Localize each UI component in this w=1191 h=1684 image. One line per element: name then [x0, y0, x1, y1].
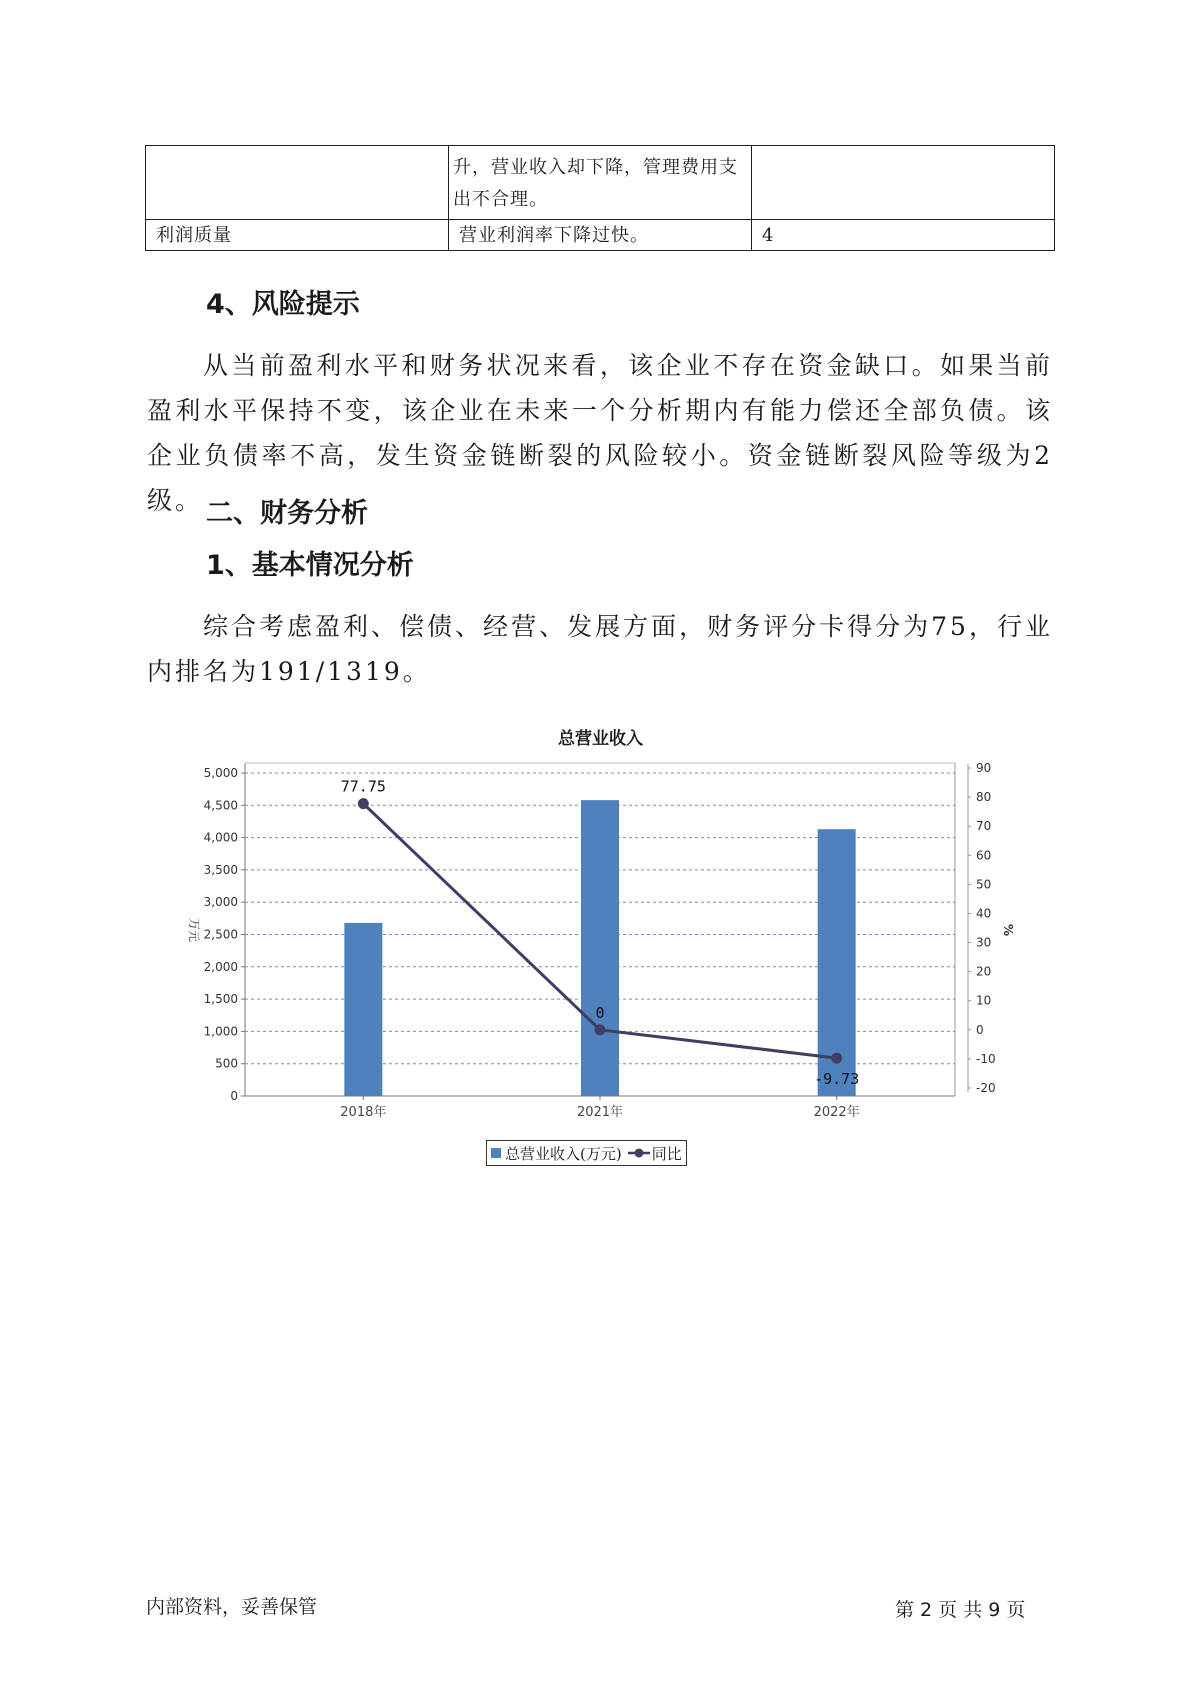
y-tick-label: 3,500	[203, 862, 238, 877]
chart-legend	[486, 1140, 687, 1166]
risk-paragraph: 从当前盈利水平和财务状况来看，该企业不存在资金缺口。如果当前盈利水平保持不变，该企业在未来一个分析期内有能力偿还全部负债。该企业负债率不高，发生资金链断裂的风险较小。资金链断裂风险等级为2级。	[147, 351, 1053, 515]
bar-2021年	[581, 800, 619, 1096]
y-tick-label: 500	[215, 1056, 238, 1071]
y2-tick-label: -10	[976, 1051, 996, 1066]
yoy-data-label: 0	[595, 1003, 605, 1022]
y2-tick-label: 50	[976, 877, 992, 892]
yoy-point	[595, 1024, 606, 1035]
y2-tick-label: 90	[976, 761, 992, 775]
sub-heading-basic: 1、基本情况分析	[206, 550, 414, 581]
y2-tick-label: 40	[976, 906, 992, 921]
footer-page-number: 第 2 页 共 9 页	[895, 1599, 1026, 1621]
table-cell: 利润质量	[156, 225, 232, 246]
yoy-data-label: -9.73	[814, 1070, 860, 1089]
y2-tick-label: 20	[976, 964, 992, 979]
y2-tick-label: 30	[976, 935, 992, 950]
x-tick-label: 2021年	[576, 1105, 624, 1120]
table-cell: 4	[762, 225, 775, 246]
y2-axis-label: %	[1001, 923, 1015, 937]
y-axis-label: 万元	[187, 917, 201, 943]
y2-tick-label: 80	[976, 790, 992, 805]
table-cell: 升，营业收入却下降，管理费用支出不合理。	[453, 157, 738, 210]
y-tick-label: 1,500	[203, 992, 238, 1007]
y-tick-label: 2,000	[203, 959, 238, 974]
section-heading-finance: 二、财务分析	[206, 498, 368, 529]
y-tick-label: 5,000	[203, 766, 238, 780]
legend-line-swatch	[628, 1147, 650, 1159]
section-heading-risk: 4、风险提示	[206, 289, 360, 320]
legend-bar-swatch	[491, 1148, 501, 1158]
y2-tick-label: 0	[976, 1022, 984, 1037]
y-tick-label: 2,500	[203, 927, 238, 942]
y-tick-label: 4,500	[203, 798, 238, 813]
yoy-point	[358, 798, 369, 809]
legend-line-label: 同比	[651, 1144, 682, 1163]
chart-title: 总营业收入	[558, 729, 643, 749]
y-tick-label: 4,000	[203, 830, 238, 845]
y2-tick-label: 10	[976, 993, 992, 1008]
y2-tick-label: 60	[976, 848, 992, 863]
y2-tick-label: 70	[976, 819, 992, 834]
bar-2018年	[344, 923, 382, 1096]
footer-left: 内部资料，妥善保管	[146, 1596, 318, 1618]
y-tick-label: 0	[230, 1089, 238, 1103]
y2-tick-label: -20	[976, 1081, 996, 1095]
y-tick-label: 3,000	[203, 895, 238, 910]
yoy-point	[831, 1053, 842, 1064]
basic-paragraph: 综合考虑盈利、偿债、经营、发展方面，财务评分卡得分为75，行业内排名为191/1319。	[147, 612, 1053, 686]
legend-bar-label: 总营业收入(万元)	[505, 1144, 622, 1163]
y-tick-label: 1,000	[203, 1024, 238, 1039]
yoy-data-label: 77.75	[340, 777, 386, 796]
x-tick-label: 2018年	[340, 1105, 387, 1120]
x-tick-label: 2022年	[813, 1105, 860, 1120]
table-cell: 营业利润率下降过快。	[459, 225, 649, 246]
